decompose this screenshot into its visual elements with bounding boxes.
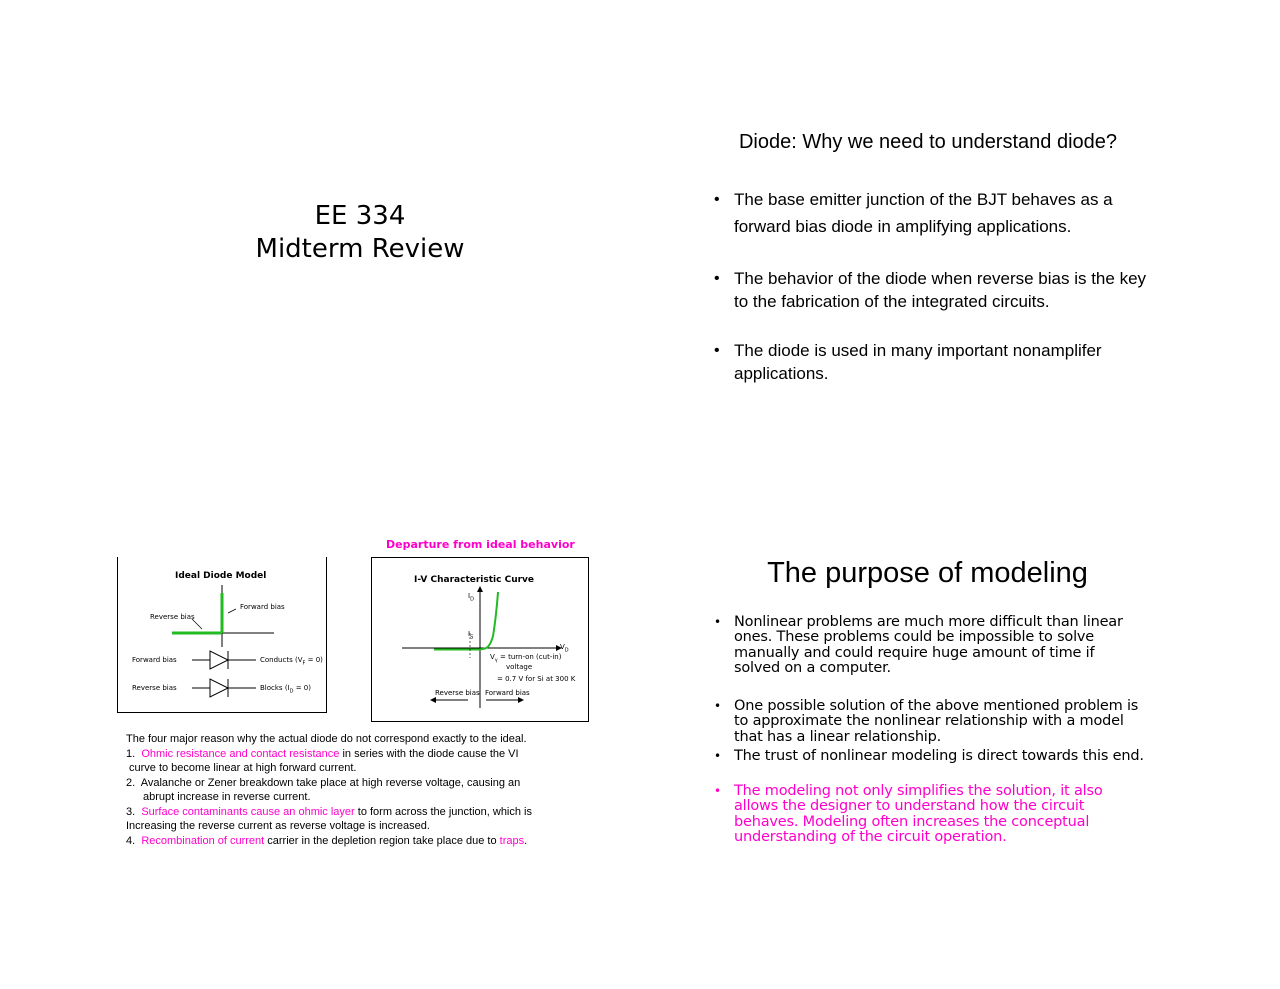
note-2: 2. Avalanche or Zener breakdown take place at high reverse voltage, causing an <box>126 776 521 789</box>
slide2-title: Diode: Why we need to understand diode? <box>738 131 1118 153</box>
departure-notes <box>126 732 596 848</box>
slide1-title <box>180 200 540 266</box>
course-subtitle: Midterm Review <box>255 234 465 264</box>
slide4-bullet-1: • Nonlinear problems are much more difficult than linear ones. These problems could be impossible to solve manually and could require huge amount of time if solved on a computer. <box>714 614 1123 676</box>
note-4: 4. Recombination of current carrier in the depletion region take place due to traps. <box>126 834 528 847</box>
iv-title: I-V Characteristic Curve <box>414 575 535 585</box>
slide4-bullet-3: • The trust of nonlinear modeling is direct towards this end. <box>714 748 1144 764</box>
iv-y-label: $I_D$ <box>468 592 474 603</box>
departure-title: Departure from ideal behavior <box>386 538 575 551</box>
slide4-bullet-2: • One possible solution of the above mentioned problem is to approximate the nonlinear relationship with a model that has a linear relationship. <box>714 698 1139 745</box>
slide4-bullet-4: • The modeling not only simplifies the solution, it also allows the designer to understand how the circuit behaves. Modeling often increases the conceptual understanding of the circuit operation. <box>714 783 1103 845</box>
notes-intro: The four major reason why the actual diode do not correspond exactly to the ideal. <box>126 733 527 745</box>
note-3: 3. Surface contaminants cause an ohmic layer to form across the junction, which is <box>126 805 532 818</box>
slide4-title: The purpose of modeling <box>767 557 1088 589</box>
slide2-bullet-1: • The base emitter junction of the BJT behaves as a forward bias diode in amplifying applications. <box>714 190 1113 236</box>
note-1-cont: curve to become linear at high forward current. <box>129 762 357 774</box>
ideal-diode-figure <box>117 557 327 713</box>
row2-status: Blocks $(I_D = 0)$ <box>260 684 311 695</box>
ideal-model-title: Ideal Diode Model <box>175 571 267 581</box>
iv-forward-label: Forward bias <box>485 689 530 697</box>
note-3-cont: Increasing the reverse current as reverse voltage is increased. <box>126 820 430 832</box>
note-2-cont: abrupt increase in reverse current. <box>143 791 311 803</box>
iv-curve-line <box>434 592 498 650</box>
course-code: EE 334 <box>314 201 406 231</box>
iv-is-label: $I_S$ <box>468 630 474 641</box>
row1-status: Conducts $(V_F = 0)$ <box>260 656 323 667</box>
iv-voltage-label: voltage <box>506 663 533 671</box>
iv-turnon-label: $V_\gamma$ = turn-on (cut-in) <box>490 653 562 664</box>
iv-reverse-label: Reverse bias <box>435 689 480 697</box>
note-1: 1. Ohmic resistance and contact resistance in series with the diode cause the VI <box>126 747 519 760</box>
slide2-bullet-3: • The diode is used in many important nonamplifer applications. <box>714 341 1102 383</box>
iv-graph <box>372 558 588 721</box>
diode-symbol-forward <box>192 651 256 669</box>
ideal-reverse-label: Reverse bias <box>150 613 195 621</box>
iv-si-note: = 0.7 V for Si at 300 K <box>497 675 576 683</box>
row1-label: Forward bias <box>132 656 177 664</box>
iv-curve-figure <box>371 557 589 722</box>
ideal-forward-label: Forward bias <box>240 603 285 611</box>
iv-x-label: $V_D$ <box>560 643 569 654</box>
slide2-bullet-2: • The behavior of the diode when reverse bias is the key to the fabrication of the integrated circuits. <box>714 269 1147 311</box>
diode-symbol-reverse <box>192 679 256 697</box>
row2-label: Reverse bias <box>132 684 177 692</box>
